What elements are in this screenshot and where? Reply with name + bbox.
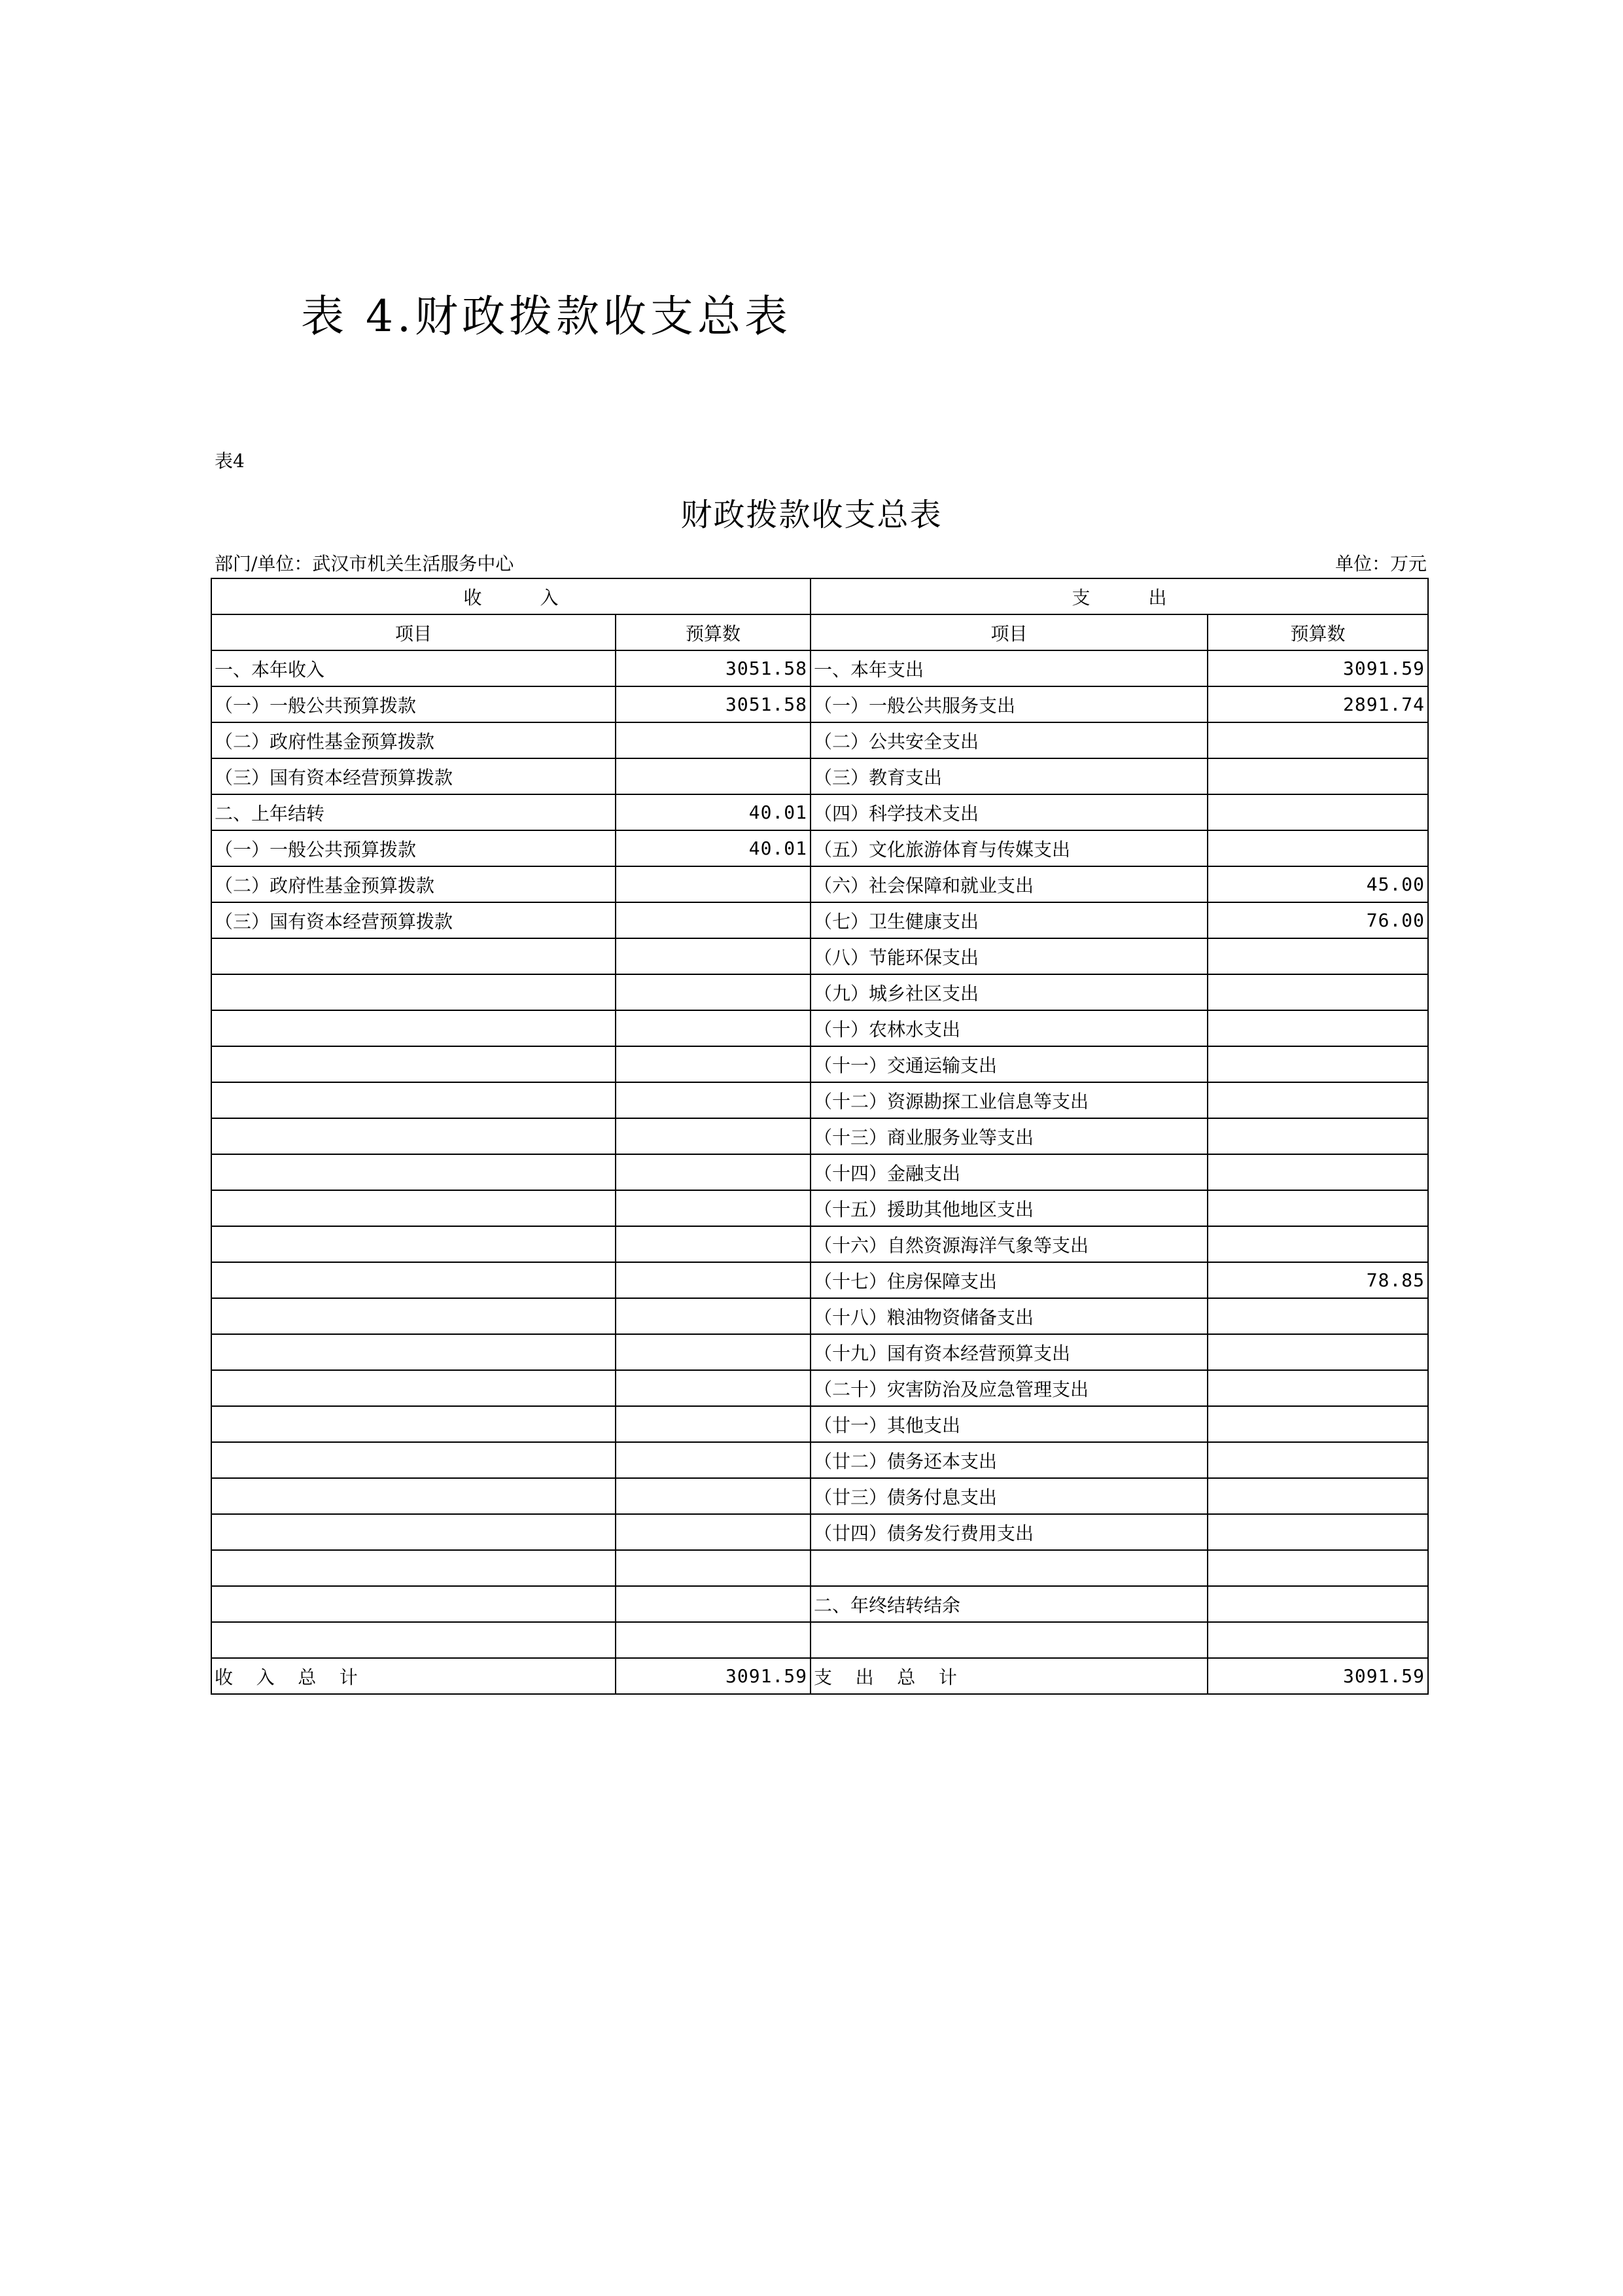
expense-value-cell [1208, 1190, 1428, 1226]
expense-value-cell [1208, 1514, 1428, 1550]
expense-item-cell: （二十）灾害防治及应急管理支出 [811, 1370, 1208, 1406]
expense-value-cell [1208, 1082, 1428, 1118]
expense-item-cell: （十三）商业服务业等支出 [811, 1118, 1208, 1154]
table-number: 表4 [215, 450, 245, 472]
expense-value-cell [1208, 938, 1428, 974]
expense-item-cell: （廿三）债务付息支出 [811, 1478, 1208, 1514]
income-value-cell [616, 1478, 811, 1514]
income-value-cell [616, 1370, 811, 1406]
expense-item-cell: （八）节能环保支出 [811, 938, 1208, 974]
expense-value-cell [1208, 758, 1428, 794]
expense-value-cell [1208, 1370, 1428, 1406]
table-row [211, 1082, 1428, 1118]
table-row [211, 1334, 1428, 1370]
income-value-cell [616, 1514, 811, 1550]
income-value-cell [616, 1154, 811, 1190]
table-row [211, 1298, 1428, 1334]
income-item-cell [211, 1298, 616, 1334]
income-item-cell: 一、本年收入 [211, 650, 616, 686]
income-item-cell [211, 974, 616, 1010]
income-value-cell [616, 758, 811, 794]
expense-value-cell: 45.00 [1208, 866, 1428, 902]
income-item-cell [211, 1046, 616, 1082]
income-item-cell [211, 1442, 616, 1478]
income-item-cell: （一）一般公共预算拨款 [211, 830, 616, 866]
income-item-cell [211, 1082, 616, 1118]
income-item-cell [211, 1154, 616, 1190]
expense-item-cell: （七）卫生健康支出 [811, 902, 1208, 938]
table-row [211, 830, 1428, 866]
table-row [211, 1514, 1428, 1550]
expense-item-header: 项目 [811, 614, 1208, 650]
table-row [211, 1118, 1428, 1154]
expense-item-cell: （十四）金融支出 [811, 1154, 1208, 1190]
department-label: 部门/单位：武汉市机关生活服务中心 [215, 553, 514, 574]
table-row [211, 1586, 1428, 1622]
table-row [211, 1154, 1428, 1190]
income-value-cell [616, 938, 811, 974]
income-value-cell: 40.01 [616, 830, 811, 866]
table-row [211, 1226, 1428, 1262]
income-value-cell [616, 1442, 811, 1478]
table-row [211, 650, 1428, 686]
income-budget-header: 预算数 [616, 614, 811, 650]
expense-value-cell [1208, 1550, 1428, 1586]
table-row [211, 1550, 1428, 1586]
table-row [211, 902, 1428, 938]
income-section-header: 收 入 [211, 578, 811, 614]
income-value-cell [616, 722, 811, 758]
income-value-cell [616, 1406, 811, 1442]
expense-value-cell [1208, 1046, 1428, 1082]
income-value-cell [616, 866, 811, 902]
expense-item-cell: （十）农林水支出 [811, 1010, 1208, 1046]
income-value-cell [616, 1190, 811, 1226]
unit-label: 单位：万元 [1335, 553, 1427, 574]
expense-value-cell: 78.85 [1208, 1262, 1428, 1298]
income-item-cell [211, 1226, 616, 1262]
table-row [211, 1010, 1428, 1046]
expense-item-cell: （五）文化旅游体育与传媒支出 [811, 830, 1208, 866]
expense-item-cell: （十八）粮油物资储备支出 [811, 1298, 1208, 1334]
income-value-cell [616, 1622, 811, 1658]
expense-item-cell: （三）教育支出 [811, 758, 1208, 794]
expense-total-label: 支 出 总 计 [811, 1658, 1208, 1694]
income-value-cell [616, 974, 811, 1010]
income-item-cell: （二）政府性基金预算拨款 [211, 722, 616, 758]
income-item-cell [211, 1370, 616, 1406]
document-heading: 表 4.财政拨款收支总表 [301, 291, 792, 342]
income-value-cell [616, 1226, 811, 1262]
expense-value-cell [1208, 1298, 1428, 1334]
expense-item-cell: （一）一般公共服务支出 [811, 686, 1208, 722]
expense-value-cell: 3091.59 [1208, 650, 1428, 686]
expense-item-cell: （十六）自然资源海洋气象等支出 [811, 1226, 1208, 1262]
income-value-cell [616, 1046, 811, 1082]
expense-value-cell [1208, 1586, 1428, 1622]
expense-value-cell [1208, 974, 1428, 1010]
expense-value-cell: 76.00 [1208, 902, 1428, 938]
expense-value-cell [1208, 722, 1428, 758]
expense-item-cell: （十七）住房保障支出 [811, 1262, 1208, 1298]
table-row [211, 866, 1428, 902]
expense-value-cell [1208, 1334, 1428, 1370]
income-item-cell [211, 938, 616, 974]
table-row [211, 1478, 1428, 1514]
income-item-cell [211, 1550, 616, 1586]
table-row [211, 758, 1428, 794]
income-item-cell: （三）国有资本经营预算拨款 [211, 758, 616, 794]
table-row [211, 938, 1428, 974]
expense-item-cell: 一、本年支出 [811, 650, 1208, 686]
income-item-cell: （三）国有资本经营预算拨款 [211, 902, 616, 938]
table-row [211, 722, 1428, 758]
expense-value-cell [1208, 1226, 1428, 1262]
column-header-row [211, 614, 1428, 650]
income-item-cell [211, 1190, 616, 1226]
income-value-cell [616, 1334, 811, 1370]
expense-section-header: 支 出 [811, 578, 1428, 614]
expense-item-cell: 二、年终结转结余 [811, 1586, 1208, 1622]
expense-item-cell: （廿四）债务发行费用支出 [811, 1514, 1208, 1550]
expense-value-cell [1208, 1154, 1428, 1190]
expense-item-cell: （二）公共安全支出 [811, 722, 1208, 758]
income-item-cell [211, 1478, 616, 1514]
income-item-cell [211, 1334, 616, 1370]
budget-table [211, 578, 1429, 1695]
table-row [211, 1190, 1428, 1226]
table-row [211, 794, 1428, 830]
income-item-cell [211, 1262, 616, 1298]
income-value-cell [616, 1586, 811, 1622]
expense-item-cell: （十一）交通运输支出 [811, 1046, 1208, 1082]
expense-value-cell [1208, 1010, 1428, 1046]
expense-item-cell [811, 1622, 1208, 1658]
expense-value-cell [1208, 794, 1428, 830]
expense-value-cell [1208, 830, 1428, 866]
income-value-cell: 3051.58 [616, 686, 811, 722]
income-item-cell: （一）一般公共预算拨款 [211, 686, 616, 722]
income-item-cell [211, 1586, 616, 1622]
expense-item-cell: （十二）资源勘探工业信息等支出 [811, 1082, 1208, 1118]
table-row [211, 686, 1428, 722]
expense-item-cell: （十九）国有资本经营预算支出 [811, 1334, 1208, 1370]
income-item-cell [211, 1514, 616, 1550]
table-row [211, 974, 1428, 1010]
expense-value-cell [1208, 1622, 1428, 1658]
expense-item-cell: （廿一）其他支出 [811, 1406, 1208, 1442]
income-item-cell [211, 1406, 616, 1442]
table-row [211, 1442, 1428, 1478]
expense-value-cell [1208, 1442, 1428, 1478]
income-value-cell [616, 1010, 811, 1046]
income-value-cell [616, 1298, 811, 1334]
income-value-cell [616, 1118, 811, 1154]
income-item-header: 项目 [211, 614, 616, 650]
table-row [211, 1406, 1428, 1442]
income-total-label: 收 入 总 计 [211, 1658, 616, 1694]
expense-value-cell [1208, 1478, 1428, 1514]
income-item-cell [211, 1010, 616, 1046]
income-value-cell: 40.01 [616, 794, 811, 830]
expense-value-cell: 2891.74 [1208, 686, 1428, 722]
income-item-cell: 二、上年结转 [211, 794, 616, 830]
expense-item-cell: （六）社会保障和就业支出 [811, 866, 1208, 902]
income-total-value: 3091.59 [616, 1658, 811, 1694]
income-item-cell [211, 1118, 616, 1154]
expense-item-cell: （廿二）债务还本支出 [811, 1442, 1208, 1478]
totals-row [211, 1658, 1428, 1694]
income-value-cell [616, 1082, 811, 1118]
income-value-cell [616, 902, 811, 938]
expense-item-cell: （十五）援助其他地区支出 [811, 1190, 1208, 1226]
income-value-cell: 3051.58 [616, 650, 811, 686]
income-value-cell [616, 1262, 811, 1298]
table-row [211, 1370, 1428, 1406]
expense-total-value: 3091.59 [1208, 1658, 1428, 1694]
expense-item-cell: （四）科学技术支出 [811, 794, 1208, 830]
table-row [211, 1262, 1428, 1298]
income-item-cell [211, 1622, 616, 1658]
income-item-cell: （二）政府性基金预算拨款 [211, 866, 616, 902]
expense-budget-header: 预算数 [1208, 614, 1428, 650]
expense-value-cell [1208, 1118, 1428, 1154]
expense-item-cell: （九）城乡社区支出 [811, 974, 1208, 1010]
table-row [211, 1622, 1428, 1658]
table-row [211, 1046, 1428, 1082]
table-title: 财政拨款收支总表 [680, 497, 943, 533]
expense-item-cell [811, 1550, 1208, 1586]
expense-value-cell [1208, 1406, 1428, 1442]
income-value-cell [616, 1550, 811, 1586]
section-header-row [211, 578, 1428, 614]
